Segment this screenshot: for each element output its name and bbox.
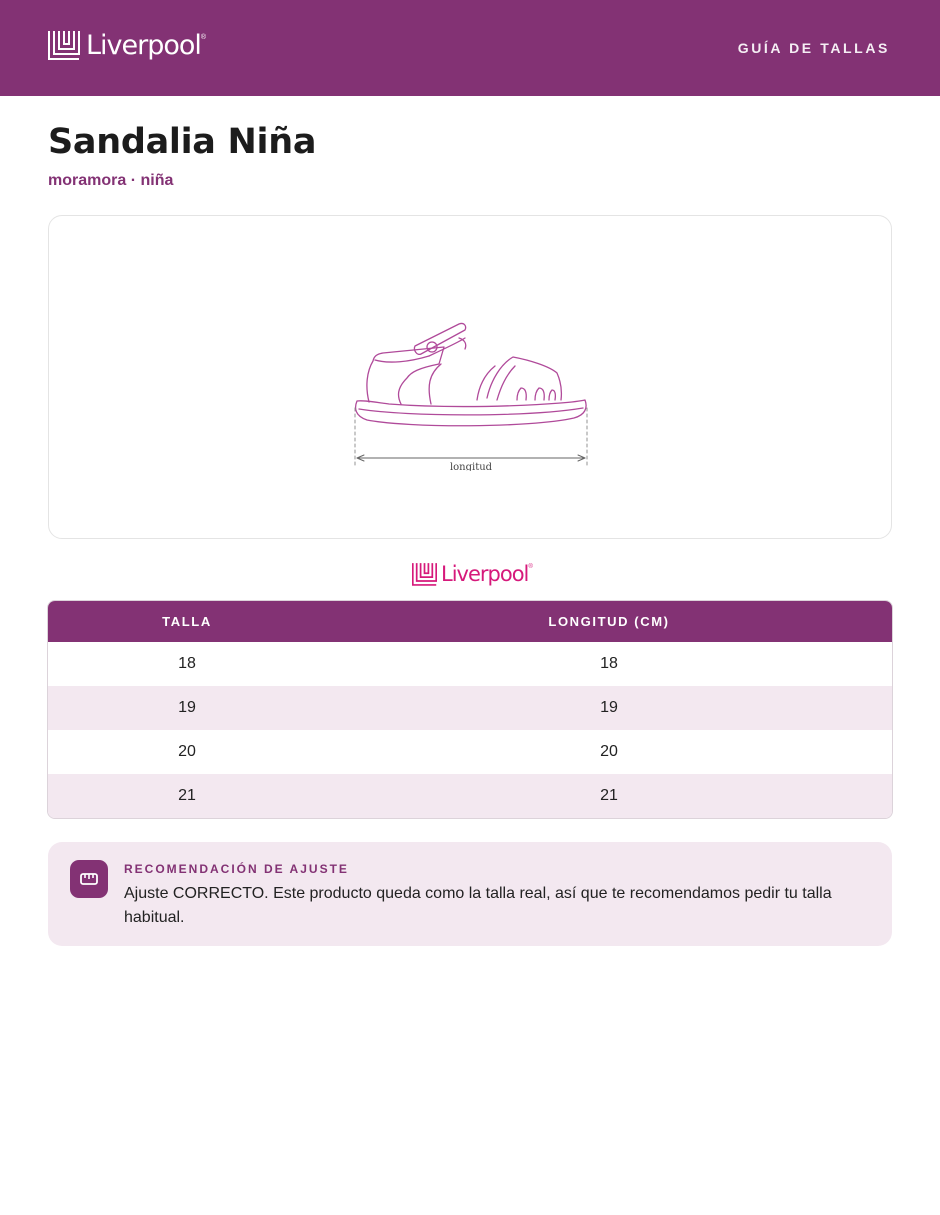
header bbox=[0, 0, 940, 96]
length-cell: 20 bbox=[600, 743, 618, 760]
length-cell: 18 bbox=[600, 655, 618, 672]
table-body bbox=[48, 642, 892, 818]
size-table bbox=[47, 600, 893, 819]
recommendation-text: Ajuste CORRECTO. Este producto queda como la talla real, así que te recomendamos pedir tu talla habitual. bbox=[124, 885, 832, 926]
product-title: Sandalia Niña bbox=[48, 122, 317, 162]
dimension-label: longitud bbox=[449, 462, 493, 471]
brand-registered-mark: ® bbox=[528, 564, 533, 570]
brand-logo bbox=[412, 562, 533, 586]
liverpool-brand-icon bbox=[412, 562, 437, 586]
product-subtitle: moramora · niña bbox=[48, 172, 174, 189]
ruler-icon bbox=[70, 860, 108, 898]
registered-mark: ® bbox=[200, 34, 207, 41]
table-row bbox=[48, 730, 892, 774]
table-row bbox=[48, 642, 892, 686]
length-cell: 21 bbox=[600, 787, 618, 804]
column-header-size: TALLA bbox=[162, 614, 212, 629]
logo-text: Liverpool bbox=[86, 29, 201, 61]
table-header bbox=[48, 601, 892, 642]
column-header-length: LONGITUD (CM) bbox=[548, 614, 670, 629]
recommendation-title: RECOMENDACIÓN DE AJUSTE bbox=[124, 862, 349, 876]
liverpool-logo-icon bbox=[48, 30, 80, 60]
size-cell: 19 bbox=[178, 699, 196, 716]
brand-logo-text: Liverpool bbox=[441, 561, 529, 586]
liverpool-logo[interactable] bbox=[48, 30, 206, 60]
length-cell: 19 bbox=[600, 699, 618, 716]
fit-recommendation bbox=[48, 842, 892, 946]
size-cell: 18 bbox=[178, 655, 196, 672]
product-illustration-card bbox=[48, 215, 892, 539]
size-guide-link[interactable]: GUÍA DE TALLAS bbox=[737, 40, 890, 56]
sandal-illustration-icon bbox=[349, 316, 594, 471]
size-cell: 20 bbox=[178, 743, 196, 760]
size-cell: 21 bbox=[178, 787, 196, 804]
table-row bbox=[48, 774, 892, 818]
table-row bbox=[48, 686, 892, 730]
